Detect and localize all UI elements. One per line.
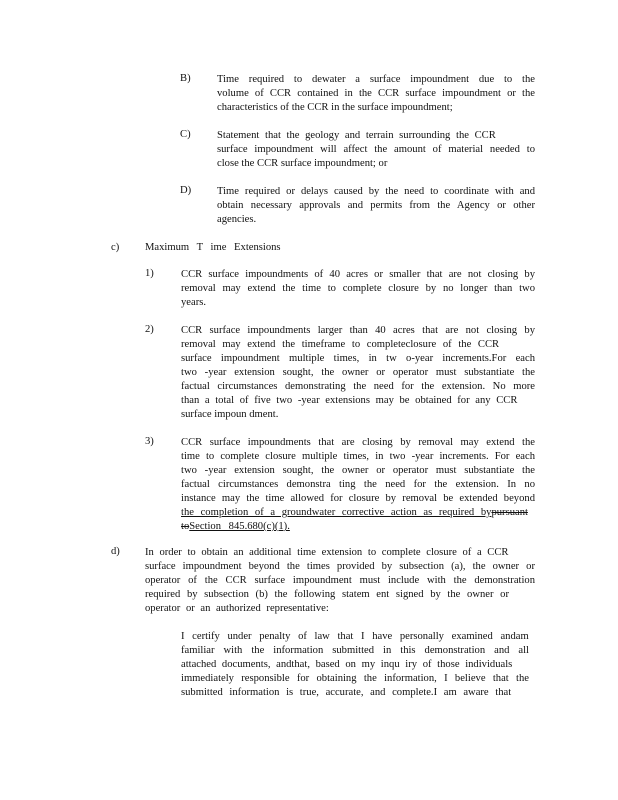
inserted-text: Section 845.680(c)(1).: [189, 521, 290, 532]
section-c-item2-line: CCR surface impoundments larger than 40 acres that are not closing by: [181, 325, 535, 336]
section-c-item2-line: removal may extend the timeframe to completeclosure of the CCR: [181, 339, 500, 350]
section-c-item2-line: two -year extension sought, the owner or operator must substantiate the: [181, 367, 535, 378]
section-d-line: In order to obtain an additional time extension to complete closure of a CCR: [145, 547, 509, 558]
certification-text: [181, 630, 529, 700]
item-c-text: [217, 129, 535, 171]
section-c-item3-line: time to complete closure multiple times, in two -year increments. For each: [181, 451, 535, 462]
section-c-item3-amended-line: [181, 520, 535, 534]
section-d-line: operator of the CCR surface impoundment must include with the demonstration: [145, 575, 535, 586]
section-c-label: c): [111, 242, 120, 253]
section-c-item3-label: 3): [145, 436, 154, 447]
section-c-item1-label: 1): [145, 268, 154, 279]
section-c-item3-line: two -year extension sought, the owner or operator must substantiate the: [181, 465, 535, 476]
section-c-item3-amended-line: [181, 506, 535, 520]
section-c-item1-line: CCR surface impoundments of 40 acres or smaller that are not closing by: [181, 269, 535, 280]
item-d-label: D): [180, 185, 192, 196]
item-d-text: [217, 185, 535, 227]
item-b-line: characteristics of the CCR in the surface impoundment;: [217, 102, 453, 113]
item-c-line: close the CCR surface impoundment; or: [217, 158, 388, 169]
section-d-text: [145, 546, 535, 616]
certification-line: attached documents, andthat, based on my inqu iry of those individuals: [181, 659, 513, 670]
item-d-line: agencies.: [217, 214, 257, 225]
section-d-line: surface impoundment beyond the times provided by subsection (a), the owner or: [145, 561, 535, 572]
deleted-text: pursuant: [491, 507, 528, 518]
section-c-item1-line: years.: [181, 297, 206, 308]
certification-line: familiar with the information submitted in this demonstration and all: [181, 645, 529, 656]
item-b-text: [217, 73, 535, 115]
item-b-line: Time required to dewater a surface impoundment due to the: [217, 74, 535, 85]
item-d-line: Time required or delays caused by the need to coordinate with and: [217, 186, 535, 197]
section-c-item1-line: removal may extend the time to complete closure by no longer than two: [181, 283, 535, 294]
section-d-label: d): [111, 546, 120, 557]
item-d-line: obtain necessary approvals and permits from the Agency or other: [217, 200, 535, 211]
certification-line: I certify under penalty of law that I have personally examined andam: [181, 631, 529, 642]
deleted-text: to: [181, 521, 190, 532]
section-c-item2-line: than a total of five two -year extensions may be obtained for any CCR: [181, 395, 518, 406]
section-c-item2-line: factual circumstances demonstrating the need for the extension. No more: [181, 381, 535, 392]
section-c-item3-line: instance may the time allowed for closure by removal be extended beyond: [181, 493, 535, 504]
section-c-item2-text: [181, 324, 535, 422]
section-c-item3-line: factual circumstances demonstra ting the need for the extension. In no: [181, 479, 535, 490]
inserted-text: the completion of a groundwater corrective action as required by: [181, 507, 492, 518]
section-c-item1-text: [181, 268, 535, 310]
item-b-label: B): [180, 73, 191, 84]
certification-line: immediately responsible for obtaining the information, I believe that the: [181, 673, 529, 684]
section-c-item2-line: surface impoun dment.: [181, 409, 279, 420]
section-c-item2-line: surface impoundment multiple times, in tw o-year increments.For each: [181, 353, 535, 364]
section-c-heading: Maximum T ime Extensions: [145, 242, 281, 253]
section-d-line: required by subsection (b) the following statem ent signed by the owner or: [145, 589, 509, 600]
section-c-item3-text: [181, 436, 535, 534]
item-b-line: volume of CCR contained in the CCR surface impoundment or the: [217, 88, 535, 99]
section-d-line: operator or an authorized representative:: [145, 603, 329, 614]
item-c-line: surface impoundment will affect the amount of material needed to: [217, 144, 535, 155]
item-c-label: C): [180, 129, 191, 140]
section-c-item3-line: CCR surface impoundments that are closing by removal may extend the: [181, 437, 535, 448]
item-c-line: Statement that the geology and terrain surrounding the CCR: [217, 130, 496, 141]
certification-line: submitted information is true, accurate, and complete.I am aware that: [181, 687, 512, 698]
section-c-item2-label: 2): [145, 324, 154, 335]
